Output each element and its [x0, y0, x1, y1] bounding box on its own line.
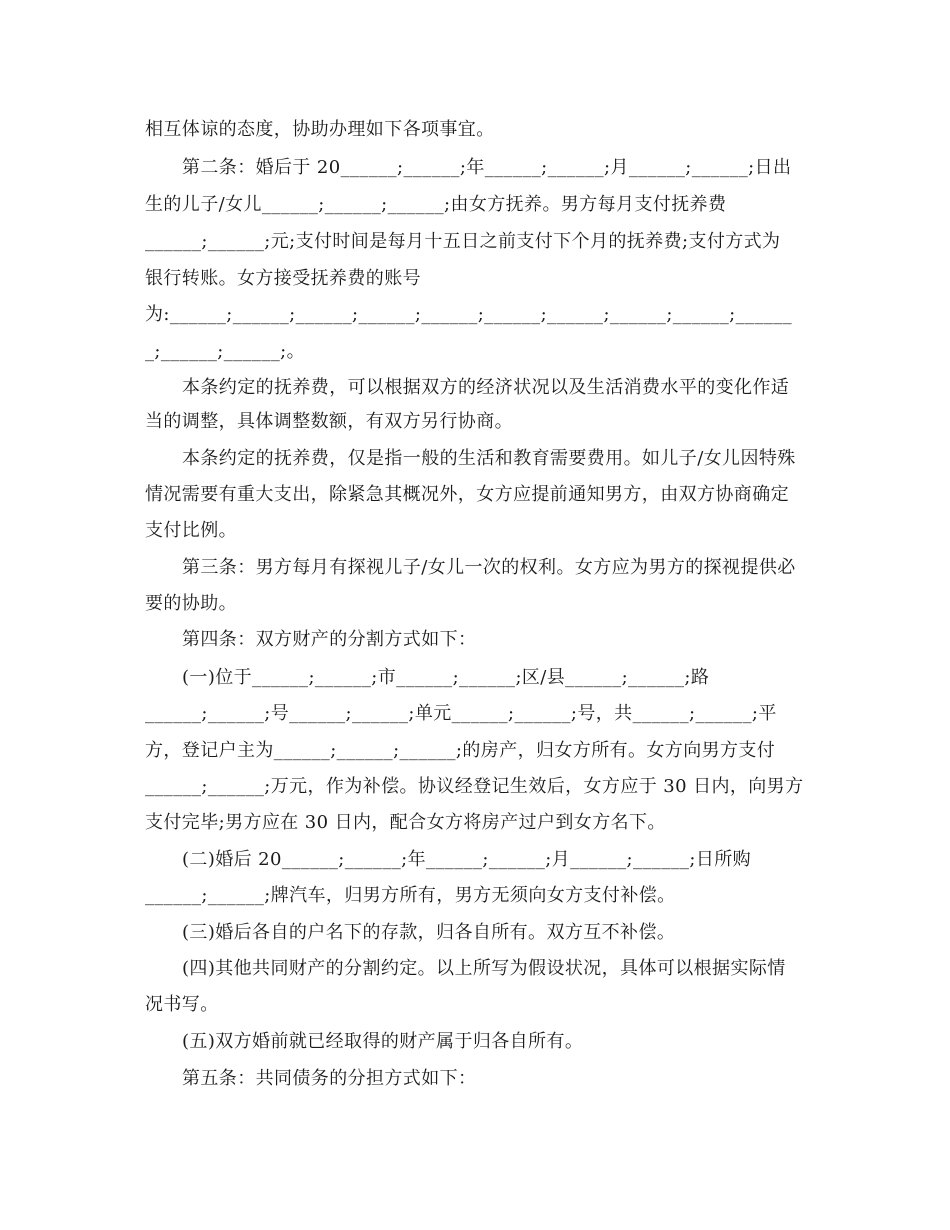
article-five-line: 第五条：共同债务的分担方式如下：	[182, 1068, 477, 1089]
paragraph-line: 本条约定的抚养费，可以根据双方的经济状况以及生活消费水平的变化作适	[182, 377, 790, 398]
clause-three-line: (三)婚后各自的户名下的存款，归各自所有。双方互不补偿。	[182, 922, 676, 943]
paragraph-line: 相互体谅的态度，协助办理如下各项事宜。	[145, 119, 495, 140]
paragraph-line: 支付完毕;男方应在 30 日内，配合女方将房产过户到女方名下。	[145, 812, 666, 833]
paragraph-line: 银行转账。女方接受抚养费的账号	[145, 268, 421, 289]
paragraph-line: ______;______;牌汽车，归男方所有，男方无须向女方支付补偿。	[145, 885, 676, 906]
article-four-line: 第四条：双方财产的分割方式如下：	[182, 629, 477, 650]
account-number-line: 为:______;______;______;______;______;______;______;______;______;______	[145, 304, 793, 325]
article-two-line: 第二条：婚后于 20______;______;年______;______;月______;______;日出	[182, 157, 792, 178]
clause-two-line: (二)婚后 20______;______;年______;______;月______;______;日所购	[182, 849, 752, 870]
paragraph-line: 支付比例。	[145, 520, 237, 541]
paragraph-line: 本条约定的抚养费，仅是指一般的生活和教育需要费用。如儿子/女儿因特殊	[182, 448, 796, 469]
clause-five-line: (五)双方婚前就已经取得的财产属于归各自所有。	[182, 1031, 584, 1052]
paragraph-line: ______;______;元;支付时间是每月十五日之前支付下个月的抚养费;支付方式为	[145, 231, 781, 252]
paragraph-line: 况书写。	[145, 994, 219, 1015]
clause-four-line: (四)其他共同财产的分割约定。以上所写为假设状况，具体可以根据实际情	[182, 958, 786, 979]
paragraph-line: 要的协助。	[145, 593, 237, 614]
paragraph-line: _;______;______;。	[145, 341, 305, 362]
paragraph-line: ______;______;万元，作为补偿。协议经登记生效后，女方应于 30 日内，向男方	[145, 776, 804, 797]
paragraph-line: 情况需要有重大支出，除紧急其概况外，女方应提前通知男方，由双方协商确定	[145, 484, 789, 505]
paragraph-line: 方，登记户主为______;______;______;的房产，归女方所有。女方向男方支付	[145, 740, 776, 761]
article-three-line: 第三条：男方每月有探视儿子/女儿一次的权利。女方应为男方的探视提供必	[182, 557, 796, 578]
paragraph-line: ______;______;号______;______;单元______;______;号，共______;______;平	[145, 703, 777, 724]
paragraph-line: 生的儿子/女儿______;______;______;由女方抚养。男方每月支付抚养费	[145, 194, 727, 215]
paragraph-line: 当的调整，具体调整数额，有双方另行协商。	[145, 411, 513, 432]
clause-one-line: (一)位于______;______;市______;______;区/县______;______;路	[182, 667, 710, 688]
